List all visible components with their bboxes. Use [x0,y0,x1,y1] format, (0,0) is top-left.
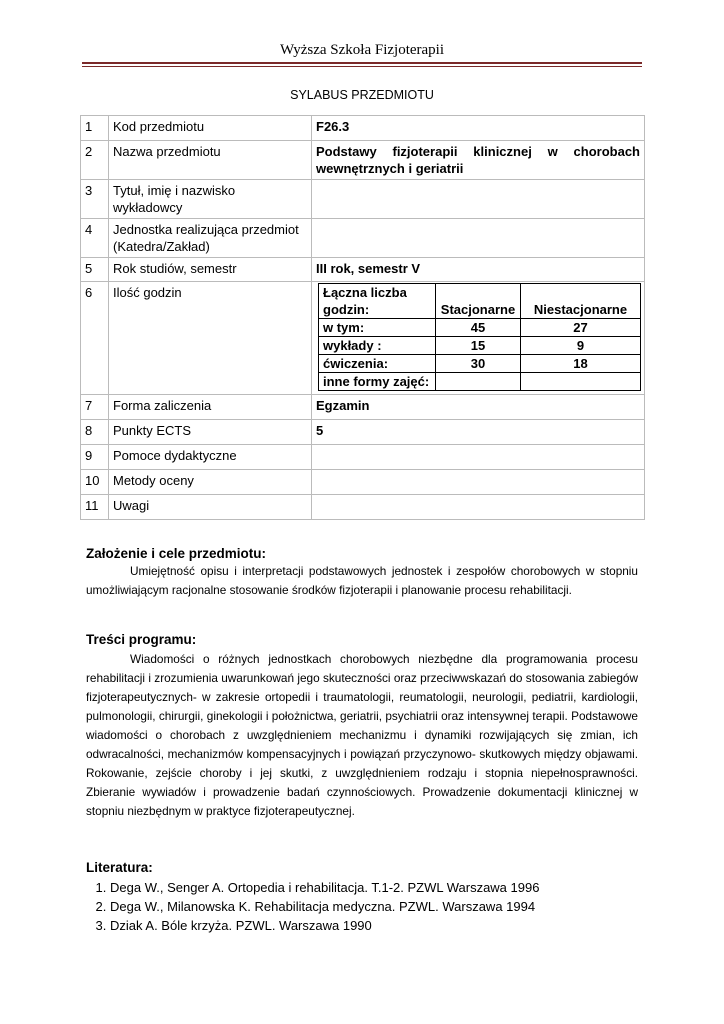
row-label: Punkty ECTS [109,420,312,445]
goals-paragraph [86,562,638,600]
content-paragraph [86,650,638,821]
row-number: 11 [81,495,109,520]
hours-row [319,373,641,391]
row-label: Metody oceny [109,470,312,495]
row-number: 2 [81,141,109,180]
literature-list [86,878,539,935]
hours-header-total: Łączna liczba godzin: [319,284,436,319]
literature-item: 2. Dega W., Milanowska K. Rehabilitacja medyczna. PZWL. Warszawa 1994 [110,897,539,916]
hours-label: w tym: [319,319,436,337]
hours-row [319,355,641,373]
table-row [81,395,645,420]
row-value [312,445,645,470]
table-row [81,258,645,282]
table-row [81,116,645,141]
hours-stacjonarne: 45 [436,319,521,337]
table-row [81,219,645,258]
hours-stacjonarne: 30 [436,355,521,373]
content-text: Wiadomości o różnych jednostkach chorobowych niezbędne dla programowania procesu rehabilitacji i zrozumienia uwarunkowań jego skuteczności oraz przeciwwskazań do stosowania zabiegów fizjoterapeutycznych- w zakresie ortopedii i traumatologii, reumatologii, neurologii, pediatrii, kardiologii, pulmonologii, chirurgii, ginekologii i położnictwa, geriatrii, psychiatrii oraz intensywnej terapii. Podstawowe wiadomości o chorobach z uwzględnieniem mechanizmu i dynamiki rozwijających się zmian, ich odwracalności, mechanizmów kompensacyjnych i powiązań przyczynowo- skutkowych między objawami. Rokowanie, zejście choroby i jej skutki, z uwzględnieniem rodzaju i stopnia niepełnosprawności. Zbieranie wywiadów i prowadzenie badań czynnościowych. Prowadzenie dokumentacji klinicznej w stopniu niezbędnym w praktyce fizjoterapeutycznej. [86,652,638,818]
hours-header-row [319,284,641,319]
table-row [81,445,645,470]
row-number: 6 [81,282,109,395]
literature-item: 1. Dega W., Senger A. Ortopedia i rehabilitacja. T.1-2. PZWL Warszawa 1996 [110,878,539,897]
hours-stacjonarne: 15 [436,337,521,355]
row-label: Nazwa przedmiotu [109,141,312,180]
hours-niestacjonarne: 27 [521,319,641,337]
row-number: 7 [81,395,109,420]
row-value [312,219,645,258]
row-label: Forma zaliczenia [109,395,312,420]
row-number: 4 [81,219,109,258]
hours-row [319,337,641,355]
hours-stacjonarne [436,373,521,391]
literature-item: 3. Dziak A. Bóle krzyża. PZWL. Warszawa 1990 [110,916,539,935]
row-value [312,282,645,395]
school-header: Wyższa Szkoła Fizjoterapii [279,42,445,58]
literature-heading: Literatura: [86,860,153,875]
row-label: Rok studiów, semestr [109,258,312,282]
row-value [312,495,645,520]
row-label: Pomoce dydaktyczne [109,445,312,470]
table-row [81,420,645,445]
table-row [81,470,645,495]
hours-label: inne formy zajęć: [319,373,436,391]
table-row [81,495,645,520]
row-number: 8 [81,420,109,445]
row-number: 9 [81,445,109,470]
row-value: 5 [312,420,645,445]
goals-text: Umiejętność opisu i interpretacji podstawowych jednostek i zespołów chorobowych w stopniu umożliwiającym racjonalne stosowanie środków fizjoterapii i planowanie procesu rehabilitacji. [86,564,638,597]
course-name-line2: wewnętrznych i geriatrii [316,161,464,176]
row-label: Kod przedmiotu [109,116,312,141]
row-number: 10 [81,470,109,495]
goals-heading: Założenie i cele przedmiotu: [86,546,267,561]
row-label: Uwagi [109,495,312,520]
table-row [81,141,645,180]
row-value: F26.3 [312,116,645,141]
table-row [81,282,645,395]
hours-row [319,319,641,337]
row-label: Ilość godzin [109,282,312,395]
document-title: SYLABUS PRZEDMIOTU [290,88,434,102]
header-rule-thick [82,62,642,64]
row-value [312,470,645,495]
row-value [312,141,645,180]
content-heading: Treści programu: [86,632,197,647]
row-number: 3 [81,180,109,219]
hours-niestacjonarne: 18 [521,355,641,373]
hours-niestacjonarne: 9 [521,337,641,355]
literature-list-container [86,878,539,935]
row-label: Tytuł, imię i nazwisko wykładowcy [109,180,312,219]
hours-label: ćwiczenia: [319,355,436,373]
hours-header-stacjonarne: Stacjonarne [436,284,521,319]
row-value: Egzamin [312,395,645,420]
hours-niestacjonarne [521,373,641,391]
row-number: 1 [81,116,109,141]
syllabus-table [80,115,645,520]
row-number: 5 [81,258,109,282]
row-value [312,180,645,219]
hours-label: wykłady : [319,337,436,355]
course-name-line1: Podstawy fizjoterapii klinicznej w chorobach [316,144,640,159]
hours-table [318,283,641,391]
hours-header-niestacjonarne: Niestacjonarne [521,284,641,319]
table-row [81,180,645,219]
header-rule-thin [82,66,642,67]
row-value: III rok, semestr V [312,258,645,282]
row-label: Jednostka realizująca przedmiot (Katedra/Zakład) [109,219,312,258]
